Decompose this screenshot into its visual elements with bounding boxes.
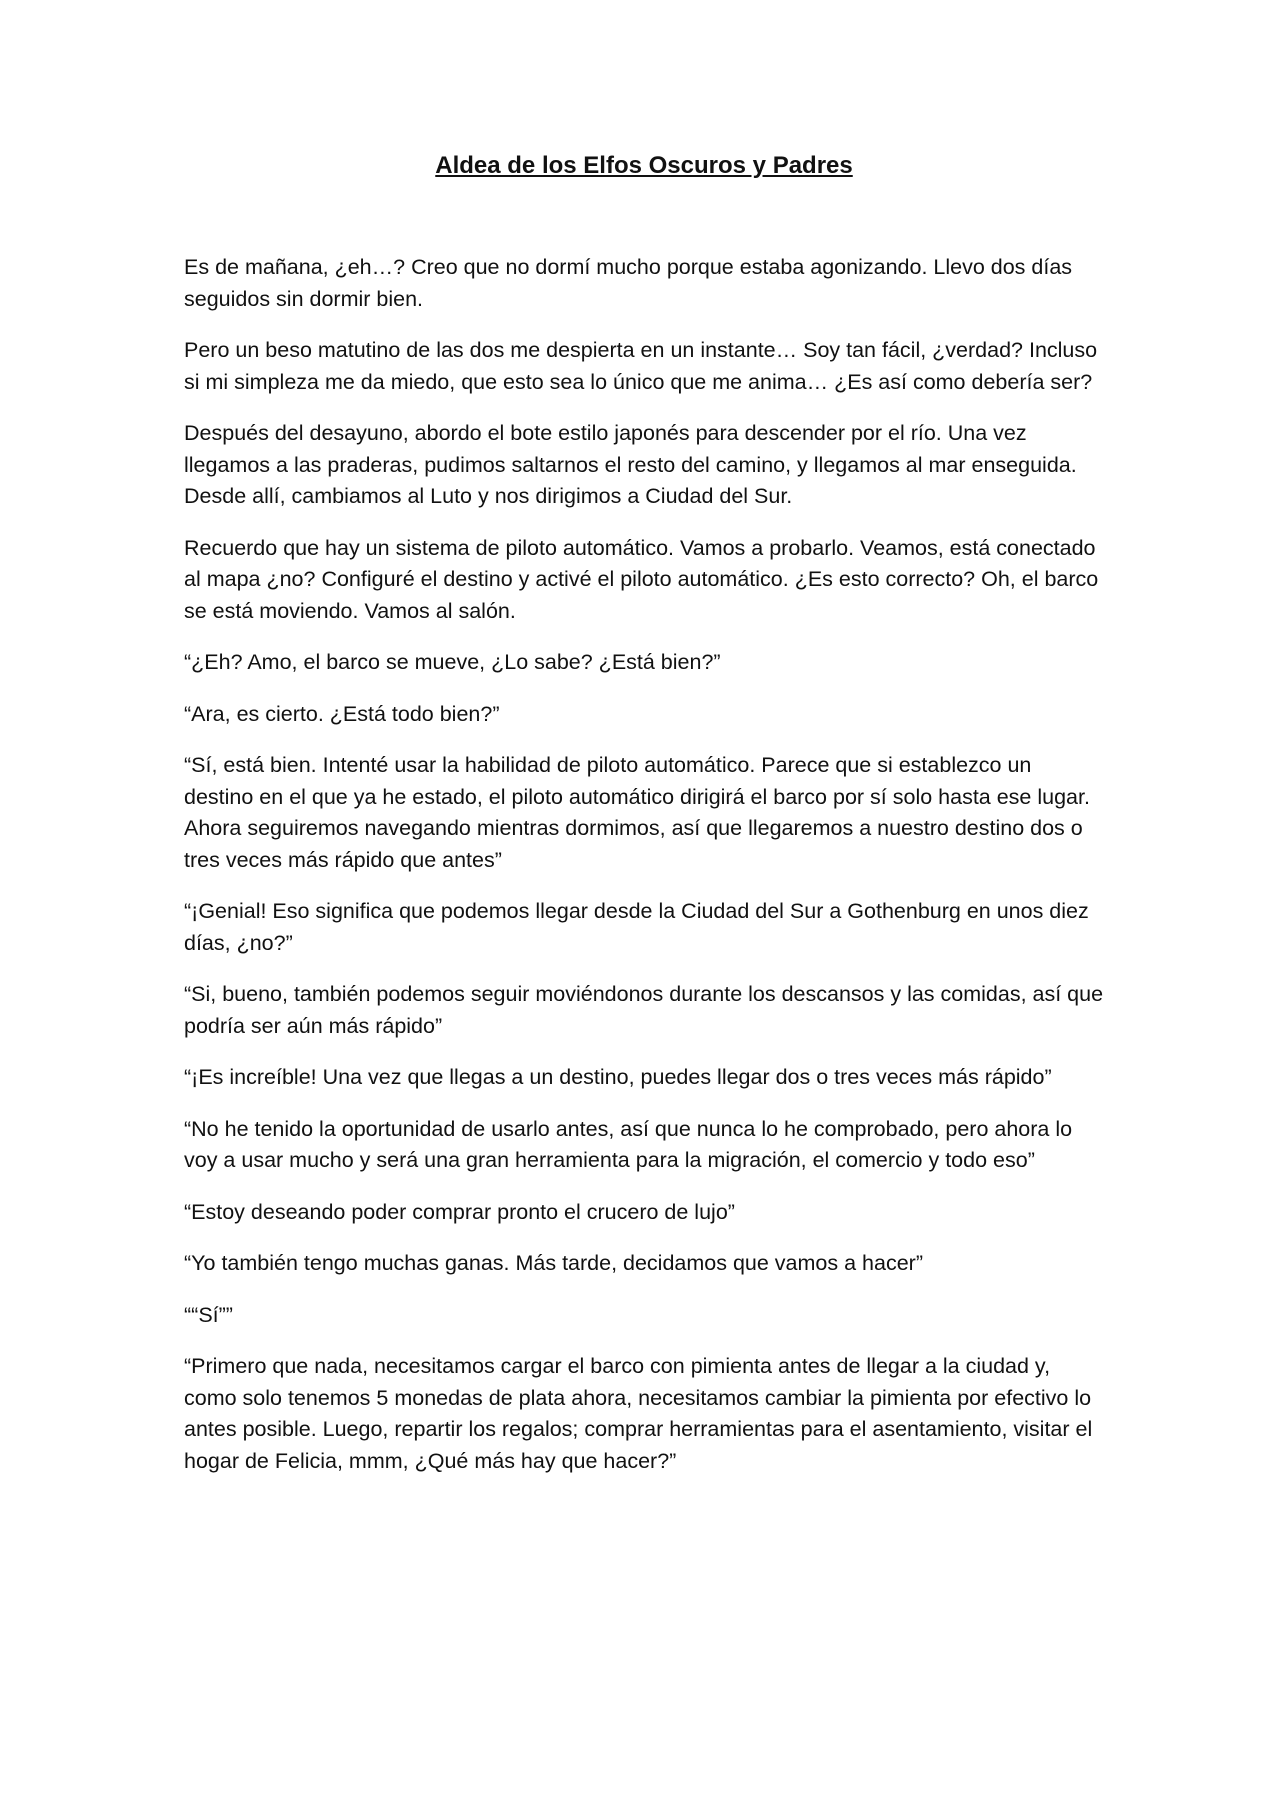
- paragraph: “Primero que nada, necesitamos cargar el barco con pimienta antes de llegar a la ciudad y, como solo tenemos 5 monedas de plata ahora, necesitamos cambiar la pimienta por efectivo lo antes posible. Luego, repartir los regalos; comprar herramientas para el asentamiento, visitar el hogar de Felicia, mmm, ¿Qué más hay que hacer?”: [184, 1354, 1093, 1473]
- paragraph: Recuerdo que hay un sistema de piloto automático. Vamos a probarlo. Veamos, está conectado al mapa ¿no? Configuré el destino y activé el piloto automático. ¿Es esto correcto? Oh, el barco se está moviendo. Vamos al salón.: [184, 535, 1099, 623]
- document-body: [184, 252, 1104, 1477]
- paragraph: “Estoy deseando poder comprar pronto el crucero de lujo”: [184, 1199, 735, 1224]
- paragraph: “¿Eh? Amo, el barco se mueve, ¿Lo sabe? ¿Está bien?”: [184, 650, 721, 674]
- document-title: Aldea de los Elfos Oscuros y Padres: [435, 152, 853, 179]
- paragraph: “Si, bueno, también podemos seguir moviéndonos durante los descansos y las comidas, así que podría ser aún más rápido”: [184, 982, 1104, 1038]
- paragraph: Después del desayuno, abordo el bote estilo japonés para descender por el río. Una vez llegamos a las praderas, pudimos saltarnos el resto del camino, y llegamos al mar enseguida. Desde allí, cambiamos al Luto y nos dirigimos a Ciudad del Sur.: [184, 421, 1077, 508]
- paragraph: “No he tenido la oportunidad de usarlo antes, así que nunca lo he comprobado, pero ahora lo voy a usar mucho y será una gran herramienta para la migración, el comercio y todo eso”: [184, 1116, 1073, 1172]
- paragraph: ““Sí””: [184, 1302, 233, 1327]
- paragraph: “Yo también tengo muchas ganas. Más tarde, decidamos que vamos a hacer”: [184, 1251, 923, 1275]
- paragraph: “¡Genial! Eso significa que podemos llegar desde la Ciudad del Sur a Gothenburg en unos diez días, ¿no?”: [184, 899, 1089, 955]
- paragraph: “Sí, está bien. Intenté usar la habilidad de piloto automático. Parece que si establezco un destino en el que ya he estado, el piloto automático dirigirá el barco por sí solo hasta ese lugar. Ahora seguiremos navegando mientras dormimos, así que llegaremos a nuestro destino dos o tres veces más rápido que antes”: [184, 753, 1090, 872]
- paragraph: “¡Es increíble! Una vez que llegas a un destino, puedes llegar dos o tres veces más rápido”: [184, 1065, 1052, 1089]
- paragraph: Pero un beso matutino de las dos me despierta en un instante… Soy tan fácil, ¿verdad? Incluso si mi simpleza me da miedo, que esto sea lo único que me anima… ¿Es así como debería ser?: [184, 338, 1098, 394]
- paragraph: Es de mañana, ¿eh…? Creo que no dormí mucho porque estaba agonizando. Llevo dos días seguidos sin dormir bien.: [184, 255, 1073, 311]
- paragraph: “Ara, es cierto. ¿Está todo bien?”: [184, 701, 500, 726]
